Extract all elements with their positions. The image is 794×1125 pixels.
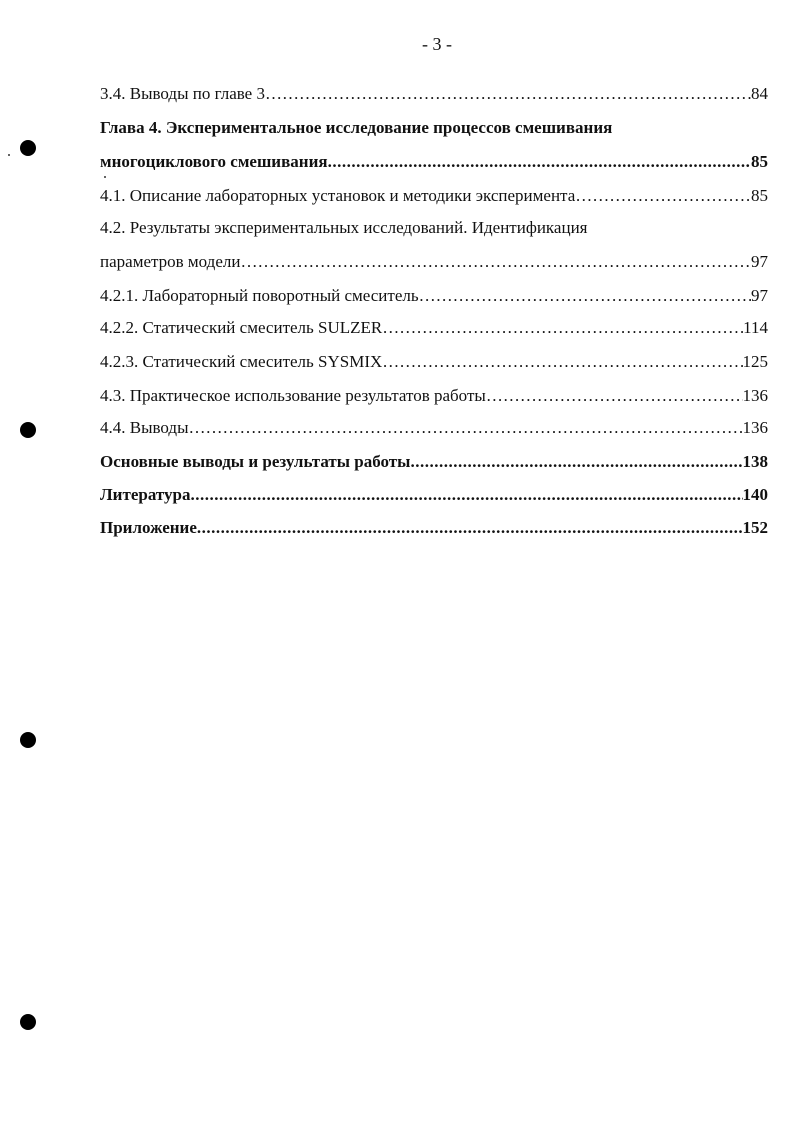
toc-entry-title: 4.2. Результаты экспериментальных исследований. Идентификация [100,218,588,237]
toc-entry-title: 4.3. Практическое использование результатов работы [100,386,486,405]
toc-entry-title: 4.2.3. Статический смеситель SYSMIX [100,352,383,371]
toc-entry-conclusions[interactable] [100,452,768,478]
dot-leader [240,252,751,272]
toc-entry-page: 97 [751,286,768,305]
toc-entry-title-continuation: параметров модели [100,252,241,271]
toc-entry-title: Основные выводы и результаты работы [100,452,411,471]
toc-entry-page: 85 [751,186,768,205]
toc-entry-4-4[interactable] [100,418,768,444]
toc-entry-title: Глава 4. Экспериментальное исследование процессов смешивания [100,118,613,137]
toc-entry-page: 140 [742,485,768,504]
dot-leader [419,286,751,306]
punch-hole [20,1014,36,1030]
punch-hole [20,732,36,748]
toc-entry-chapter-4-title[interactable] [100,118,768,144]
dot-leader [328,152,751,172]
dot-leader [189,418,743,438]
page-number: - 3 - [422,34,452,54]
toc-entry-4-2-3[interactable] [100,352,768,378]
toc-entry-page: 138 [742,452,768,471]
toc-entry-page: 97 [751,252,768,271]
toc-entry-literature[interactable] [100,485,768,511]
toc-entry-page: 84 [751,84,768,103]
toc-entry-4-2-title[interactable] [100,218,768,244]
dot-leader [190,485,742,505]
toc-entry-title: 4.2.1. Лабораторный поворотный смеситель [100,286,419,305]
toc-entry-page: 114 [743,318,768,337]
toc-entry-page: 152 [742,518,768,537]
toc-entry-title: 4.4. Выводы [100,418,189,437]
toc-entry-title-continuation: многоциклового смешивания [100,152,328,171]
punch-hole [20,140,36,156]
dot-leader [197,518,743,538]
scan-speck [8,154,10,156]
dot-leader [382,352,742,372]
dot-leader [265,84,751,104]
toc-entry-title: 4.2.2. Статический смеситель SULZER [100,318,383,337]
dot-leader [382,318,743,338]
toc-entry-4-2-2[interactable] [100,318,768,344]
toc-entry-title: Приложение [100,518,197,537]
toc-entry-4-1[interactable] [100,186,768,212]
dot-leader [486,386,743,406]
toc-entry-4-3[interactable] [100,386,768,412]
toc-entry-page: 136 [742,386,768,405]
toc-entry-4-2-1[interactable] [100,286,768,312]
toc-entry-title: 4.1. Описание лабораторных установок и методики эксперимента [100,186,576,205]
toc-entry-page: 125 [742,352,768,371]
toc-entry-appendix[interactable] [100,518,768,544]
dot-leader [410,452,742,472]
toc-entry-page: 85 [751,152,768,171]
punch-hole [20,422,36,438]
toc-entry-title: Литература [100,485,191,504]
scan-speck [104,176,106,178]
dot-leader [575,186,751,206]
toc-entry-chapter-4-cont[interactable] [100,152,768,178]
toc-entry-page: 136 [742,418,768,437]
toc-entry-title: 3.4. Выводы по главе 3 [100,84,265,103]
toc-entry-4-2-cont[interactable] [100,252,768,278]
toc-entry-3-4[interactable] [100,84,768,110]
